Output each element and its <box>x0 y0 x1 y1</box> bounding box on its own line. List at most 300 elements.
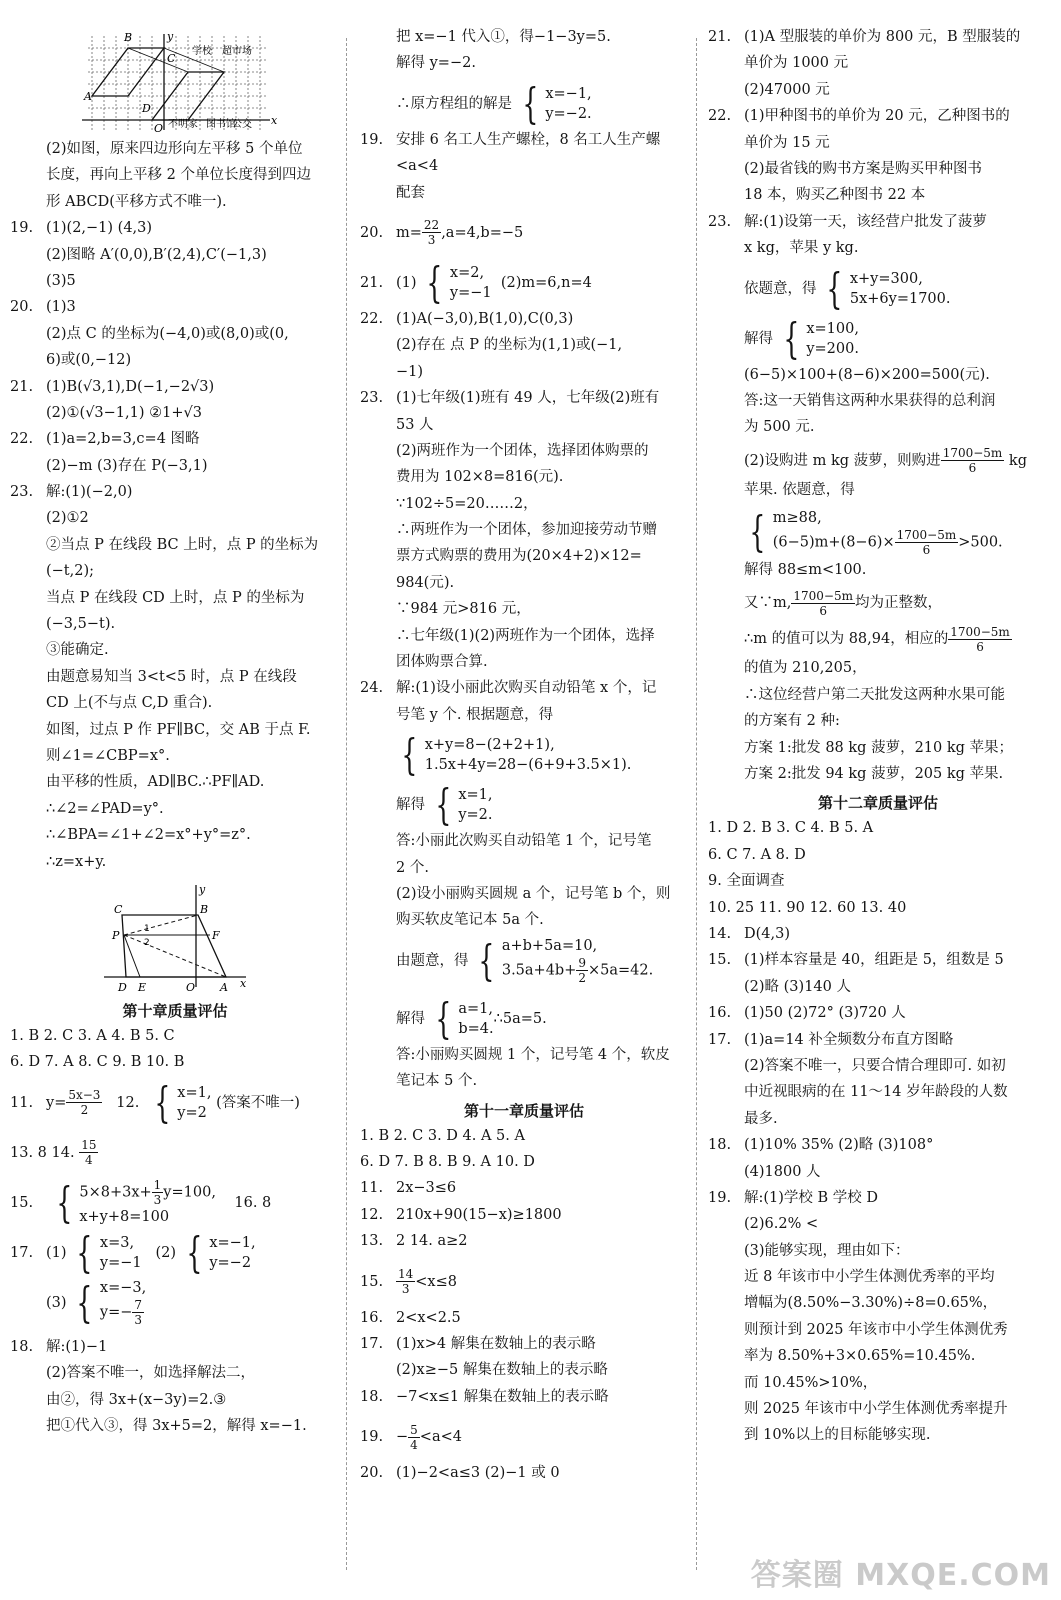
denominator: 6 <box>968 461 977 476</box>
question-14 <box>708 923 1048 949</box>
text-line: 而 10.45%>10%， <box>744 1374 878 1391</box>
fraction <box>948 625 1012 654</box>
fraction <box>152 1178 164 1207</box>
question-22 <box>10 428 340 454</box>
system-row: x+y+8=100 <box>79 1209 170 1226</box>
text-line: ∴∠BPA=∠1+∠2=x°+y°=z°. <box>46 827 251 844</box>
question-21 <box>708 26 1048 52</box>
text-line: 则 2025 年该市中小学生体测优秀率提升 <box>744 1401 1008 1418</box>
eq-part: 由题意，得 <box>396 952 469 969</box>
grid-figure <box>72 26 340 138</box>
question-number: 23. <box>360 390 384 407</box>
denominator: 2 <box>80 1103 89 1118</box>
text-line: 当点 P 在线段 CD 上时，点 P 的坐标为 <box>46 589 305 606</box>
fig1-label-b: B <box>124 31 133 44</box>
text-line: (2)设小丽购买圆规 a 个，记号笔 b 个，则 <box>396 885 671 902</box>
question-number: 17. <box>10 1244 34 1261</box>
brace-icon: { <box>76 1227 93 1277</box>
text-line: 到 10%以上的目标能够实现. <box>744 1427 931 1444</box>
text-line: (2)两班作为一个团体，选择团体购票的 <box>396 442 649 459</box>
answer-text: 2<x<2.5 <box>396 1309 461 1326</box>
system-row: b=4. <box>458 1020 494 1037</box>
system-row <box>502 956 653 985</box>
question-23 <box>360 387 688 413</box>
equation-system <box>821 263 951 313</box>
equation-system <box>71 1227 142 1277</box>
question-number: 20. <box>10 299 34 316</box>
eq-part: 均为正整数， <box>854 595 942 612</box>
question-number: 23. <box>10 484 34 501</box>
section-title: 第十章质量评估 <box>122 1001 228 1020</box>
text-line-system <box>708 505 1048 559</box>
eq-part: (2)设购进 m kg 菠萝，则购进 <box>744 452 941 469</box>
text-line: (2)①(√3−1,1) ②1+√3 <box>46 404 202 421</box>
question-21 <box>10 376 340 402</box>
text-line: (3)能够实现，理由如下： <box>744 1242 910 1259</box>
question-16 <box>708 1002 1048 1028</box>
part-label: (1) <box>46 1244 67 1261</box>
system-row: a=1, <box>458 1000 493 1017</box>
system-row: x=1, <box>458 787 493 804</box>
numerator: 7 <box>134 1298 143 1313</box>
fig2-label-p: P <box>112 928 120 942</box>
numerator: 22 <box>423 218 440 233</box>
text-line: (2)6.2% < <box>744 1216 819 1233</box>
brace-icon: { <box>401 730 418 780</box>
question-number: 15. <box>10 1194 34 1211</box>
answer-text: (1)a=2,b=3,c=4 图略 <box>46 431 200 448</box>
system-row: y=200. <box>806 340 859 357</box>
text-line-fraction <box>708 443 1048 479</box>
question-number: 18. <box>360 1388 384 1405</box>
text-line: 把①代入③，得 3x+5=2，解得 x=−1. <box>46 1417 307 1434</box>
text-line: 增幅为(8.50%−3.30%)÷8=0.65%， <box>744 1295 998 1312</box>
text-line: 长度，再向上平移 2 个单位长度得到四边 <box>46 167 311 184</box>
eq-part: ∴m 的值可以为 88,94，相应的 <box>744 631 949 648</box>
answer-text: 解:(1)−1 <box>46 1338 108 1355</box>
text-line-fraction <box>708 585 1048 621</box>
question-17 <box>360 1333 688 1359</box>
equation-system <box>430 993 494 1043</box>
text-line: 苹果. 依题意，得 <box>744 481 855 498</box>
text-line: 团体购票合算. <box>396 654 488 671</box>
text-line: 单价为 1000 元 <box>744 55 849 72</box>
column-3 <box>708 26 1048 1451</box>
fig1-label-a: A <box>84 90 92 103</box>
question-16 <box>360 1307 688 1333</box>
question-12 <box>360 1204 688 1230</box>
system-row: x=100, <box>806 320 859 337</box>
denominator: 3 <box>427 233 436 248</box>
question-15 <box>360 1257 688 1307</box>
eq-part: ∴5a=5. <box>493 1010 547 1027</box>
fig2-label-e: E <box>138 980 147 994</box>
question-9: 9. 全面调查 <box>708 873 785 890</box>
question-19 <box>360 129 688 155</box>
eq-part: 3.5a+4b+ <box>501 962 577 979</box>
question-number: 20. <box>360 224 384 241</box>
text-line: (2)点 C 的坐标为(−4,0)或(8,0)或(0, <box>46 325 289 342</box>
text-line: (4)1800 人 <box>744 1163 821 1180</box>
equation-system <box>778 313 859 363</box>
brace-icon: { <box>153 1077 170 1127</box>
brace-icon: { <box>426 257 443 307</box>
watermark: 答案圈 MXQE.COM <box>750 1558 1051 1593</box>
equation-system <box>149 1077 212 1127</box>
question-number: 13. <box>360 1233 384 1250</box>
answer-text: (1)样本容量是 40，组距是 5，组数是 5 <box>744 952 1004 969</box>
question-22 <box>360 308 688 334</box>
column-1 <box>10 26 340 1441</box>
numerator: 5 <box>410 1422 418 1437</box>
text-line-system <box>360 730 688 780</box>
fig1-label-o: O <box>154 122 164 135</box>
answer-text: (1)A 型服装的单价为 800 元，B 型服装的 <box>744 29 1021 45</box>
answer-text: (1)A(−3,0),B(1,0),C(0,3) <box>396 310 574 327</box>
section-title: 第十一章质量评估 <box>463 1101 584 1120</box>
question-number: 18. <box>708 1137 732 1154</box>
question-19 <box>360 1412 688 1462</box>
text-line: 购买软皮笔记本 5a 个. <box>396 912 544 929</box>
column-divider <box>696 38 697 1570</box>
fraction <box>941 446 1005 475</box>
text-line: 票方式购票的费用为(20×4+2)×12= <box>396 548 642 565</box>
mc-answers: 6. C 7. A 8. D <box>708 846 806 863</box>
question-11 <box>360 1177 688 1203</box>
system-row: y=−1 <box>449 284 492 301</box>
question-17-3 <box>10 1278 340 1336</box>
question-number: 16. <box>360 1309 384 1326</box>
text-line: (2)存在 点 P 的坐标为(1,1)或(−1, <box>396 337 623 354</box>
question-number: 22. <box>10 431 34 448</box>
text-line: CD 上(不与点 C,D 重合). <box>46 695 213 712</box>
eq-part: 解得 <box>744 330 773 347</box>
equation-system <box>71 1278 146 1327</box>
text-line: 2 个. <box>396 859 429 876</box>
text-line: (6−5)×100+(8−6)×200=500(元). <box>744 366 990 383</box>
brace-icon: { <box>76 1277 93 1327</box>
answer-text: 2x−3≤6 <box>396 1180 457 1197</box>
text-line-system <box>360 936 688 994</box>
fig2-label-y: y <box>199 882 206 896</box>
numerator: 1700−5m <box>942 446 1003 461</box>
text-line: 6)或(0,−12) <box>46 352 132 369</box>
fraction <box>396 1267 415 1296</box>
text-line: (2)−m (3)存在 P(−3,1) <box>46 457 208 474</box>
text-line: 率为 8.50%+3×0.65%=10.45%. <box>744 1348 976 1365</box>
question-number: 16. <box>708 1005 732 1022</box>
answer-text: 解:(1)(−2,0) <box>46 484 133 501</box>
question-19 <box>10 217 340 243</box>
system-row: y=2 <box>177 1104 207 1121</box>
text-line: (−3,5−t). <box>46 616 116 633</box>
system-row <box>773 528 1003 557</box>
text-line: 的值为 210,205， <box>744 660 867 677</box>
text-line: 费用为 102×8=816(元). <box>396 469 564 486</box>
fig2-label-b: B <box>200 902 209 916</box>
answer-text: (1)甲种图书的单价为 20 元，乙种图书的 <box>744 108 1010 125</box>
text-line: 由题意易知当 3<t<5 时，点 P 在线段 <box>46 668 297 685</box>
text-line: ∴两班作为一个团体，参加迎接劳动节赠 <box>396 522 657 539</box>
text-line: 则∠1=∠CBP=x°. <box>46 747 170 764</box>
system-row: a+b+5a=10, <box>501 938 598 955</box>
section-title: 第十二章质量评估 <box>817 794 938 813</box>
numerator: 1 <box>153 1178 162 1193</box>
fig1-label-d: D <box>142 102 151 115</box>
geometry-figure <box>100 877 340 997</box>
answer-text: D(4,3) <box>744 925 790 942</box>
text-line: (2)略 (3)140 人 <box>744 978 851 995</box>
answer-text: 13. 8 14. <box>10 1144 75 1161</box>
question-18 <box>708 1134 1048 1160</box>
answer-text: 安排 6 名工人生产螺栓，8 名工人生产螺 <box>396 131 661 148</box>
answer-text: 2 14. a≥2 <box>396 1233 468 1250</box>
question-number: 17. <box>708 1031 732 1048</box>
denominator: 3 <box>153 1193 162 1208</box>
equation-system <box>396 730 632 780</box>
brace-icon: { <box>478 935 495 985</box>
question-number: 21. <box>708 29 732 45</box>
question-10-13: 10. 25 11. 90 12. 60 13. 40 <box>708 899 907 916</box>
question-number: 22. <box>708 108 732 125</box>
eq-part: 解得 <box>396 1010 425 1027</box>
denominator: 3 <box>401 1282 410 1296</box>
eq-text: y= <box>46 1094 67 1111</box>
question-number: 15. <box>708 952 732 969</box>
text-line: (2)x≥−5 解集在数轴上的表示略 <box>396 1362 608 1379</box>
note-text: (答案不唯一) <box>216 1094 300 1111</box>
eq-part: − <box>396 1429 409 1446</box>
text-line: 中近视眼病的在 11～14 岁年龄段的人数 <box>744 1084 1008 1101</box>
system-row: y=−1 <box>99 1254 142 1271</box>
text-line: ∵102÷5=20……2， <box>396 495 538 512</box>
question-number: 12. <box>360 1206 384 1223</box>
question-number: 17. <box>360 1335 384 1352</box>
equation-system <box>473 936 653 985</box>
text-line: 号笔 y 个. 根据题意，得 <box>396 706 554 723</box>
denominator: 6 <box>976 639 984 654</box>
text-line: 答:这一天销售这两种水果获得的总利润 <box>744 392 996 409</box>
answer-text: (1)50 (2)72° (3)720 人 <box>744 1005 906 1022</box>
eq-part: y=100, <box>163 1184 216 1201</box>
answer-text: (1)七年级(1)班有 49 人，七年级(2)班有 <box>396 390 660 407</box>
denominator: 6 <box>819 603 827 618</box>
question-number: 19. <box>360 1429 384 1446</box>
numerator: 14 <box>398 1267 414 1281</box>
fraction <box>66 1088 102 1117</box>
answer-text: (1)10% 35% (2)略 (3)108° <box>744 1137 934 1154</box>
text-line-system <box>360 994 688 1044</box>
mc-answers: 6. D 7. B 8. B 9. A 10. D <box>360 1153 535 1170</box>
answer-text: −7<x≤1 解集在数轴上的表示略 <box>396 1388 609 1405</box>
answer-text: (1)a=14 补全频数分布直方图略 <box>744 1031 954 1048</box>
text-line: 单价为 15 元 <box>744 134 830 151</box>
denominator: 4 <box>410 1437 418 1452</box>
question-20 <box>360 1462 688 1488</box>
fraction <box>895 528 959 557</box>
brace-icon: { <box>434 993 451 1043</box>
system-row: m≥88, <box>772 509 822 526</box>
answer-text: 解:(1)设第一天，该经营户批发了菠萝 <box>744 213 987 230</box>
mc-answers: 6. D 7. A 8. C 9. B 10. B <box>10 1054 185 1071</box>
fig2-angle-1: 1 <box>144 923 150 934</box>
question-18 <box>10 1336 340 1362</box>
question-21 <box>360 258 688 308</box>
system-row: 1.5x+4y=28−(6+9+3.5×1). <box>424 757 632 774</box>
numerator: 15 <box>81 1138 97 1153</box>
brace-icon: { <box>521 78 538 128</box>
fraction <box>132 1298 144 1327</box>
brace-icon: { <box>826 263 843 313</box>
text-line: ∴z=x+y. <box>46 853 107 870</box>
text-line: 由平移的性质，AD∥BC.∴PF∥AD. <box>46 774 265 791</box>
text-line: ∵984 元>816 元， <box>396 601 531 618</box>
eq-part: y=− <box>99 1304 133 1321</box>
question-23 <box>10 481 340 507</box>
equation-system <box>51 1178 216 1227</box>
system-row: x=−1, <box>545 85 592 102</box>
equation-system <box>181 1227 256 1277</box>
part-label: (3) <box>46 1294 67 1311</box>
fraction <box>422 218 441 247</box>
system-row <box>79 1178 216 1207</box>
text-line: ②当点 P 在线段 BC 上时，点 P 的坐标为 <box>46 536 319 553</box>
system-row: y=−2. <box>545 105 592 122</box>
text-line: (2)如图，原来四边形向左平移 5 个单位 <box>46 141 303 157</box>
fig2-label-d: D <box>118 980 127 994</box>
text-line: (2)答案不唯一，如选择解法二， <box>46 1365 256 1382</box>
equation-system <box>517 78 592 128</box>
text-line: (3)5 <box>46 272 76 289</box>
question-number: 19. <box>360 131 384 148</box>
numerator: 1700−5m <box>793 588 853 603</box>
brace-icon: { <box>185 1227 202 1277</box>
text-line: 最多. <box>744 1110 778 1127</box>
question-number: 15. <box>360 1273 384 1290</box>
question-24 <box>360 677 688 703</box>
text-line: 答:小丽购买圆规 1 个，记号笔 4 个，软皮 <box>396 1046 670 1063</box>
question-number: 11. <box>10 1094 34 1111</box>
equation-system <box>421 257 492 307</box>
question-22 <box>708 105 1048 131</box>
mc-answers: 1. B 2. C 3. D 4. A 5. A <box>360 1127 525 1144</box>
text-line: 方案 2:批发 94 kg 菠萝，205 kg 苹果. <box>744 766 1004 783</box>
column-divider <box>346 38 347 1570</box>
eq-part: ,a=4,b=−5 <box>441 224 524 241</box>
text-line-system <box>708 314 1048 364</box>
answer-text: 解:(1)设小丽此次购买自动铅笔 x 个，记 <box>396 680 657 697</box>
system-row: 5x+6y=1700. <box>849 290 951 307</box>
system-row: x+y=8−(2+2+1), <box>424 737 555 754</box>
answer-text: (2)m=6,n=4 <box>500 274 592 291</box>
answer-text: 解:(1)学校 B 学校 D <box>744 1189 879 1206</box>
numerator: 9 <box>578 956 586 971</box>
question-23 <box>708 211 1048 237</box>
text-line: 53 人 <box>396 416 434 433</box>
eq-part: kg <box>1008 452 1027 469</box>
text-line: 由②，得 3x+(x−3y)=2.③ <box>46 1391 227 1408</box>
fraction <box>576 956 588 985</box>
numerator: 1700−5m <box>896 527 957 542</box>
equation-system <box>744 508 1003 557</box>
numerator: 5x−3 <box>68 1088 101 1103</box>
eq-part: >500. <box>958 534 1003 551</box>
system-row: x=3, <box>99 1234 135 1251</box>
question-number: 20. <box>360 1465 384 1482</box>
text-line: 如图，过点 P 作 PF∥BC，交 AB 于点 F. <box>46 721 311 738</box>
question-17 <box>10 1228 340 1278</box>
eq-part: 解得 <box>396 797 425 814</box>
brace-icon: { <box>434 780 451 830</box>
text-line: 则预计到 2025 年该市中小学生体测优秀 <box>744 1321 1008 1338</box>
text-line: (2)图略 A′(0,0),B′(2,4),C′(−1,3) <box>46 246 267 263</box>
text-line: <a<4 <box>396 158 439 175</box>
trapezoid-angle-figure <box>100 877 250 997</box>
text-line: 方案 1:批发 88 kg 菠萝，210 kg 苹果； <box>744 739 1014 756</box>
eq-part: ×5a=42. <box>588 962 654 979</box>
text-line-system <box>360 780 688 830</box>
answer-text: <x≤8 <box>415 1273 457 1290</box>
denominator: 2 <box>578 971 586 986</box>
system-row: x=2, <box>449 264 485 281</box>
answer-text: (1)−2<a≤3 (2)−1 或 0 <box>396 1465 560 1482</box>
fig2-label-a: A <box>220 980 228 994</box>
fig1-label-x: x <box>271 114 278 127</box>
text-line-system <box>360 79 688 129</box>
text-line: 解得 y=−2. <box>396 55 476 72</box>
answer-text: 16. 8 <box>234 1194 272 1211</box>
question-number: 11. <box>360 1180 384 1197</box>
brace-icon: { <box>55 1177 72 1227</box>
eq-part: m= <box>396 224 422 241</box>
system-row: y=−2 <box>209 1254 252 1271</box>
question-number: 14. <box>708 925 732 942</box>
question-number: 23. <box>708 213 732 230</box>
eq-part: 又∵m, <box>744 595 792 612</box>
question-19 <box>708 1187 1048 1213</box>
text-line: 答:小丽此次购买自动铅笔 1 个，记号笔 <box>396 833 652 850</box>
text-line: 的方案有 2 种: <box>744 713 840 730</box>
fig2-angle-2: 2 <box>144 937 150 948</box>
eq-part: (6−5)m+(8−6)× <box>772 534 895 551</box>
part-label: (1) <box>396 274 417 291</box>
text-line: (2)答案不唯一，只要合情合理即可. 如初 <box>744 1057 1006 1074</box>
fig2-label-o: O <box>186 980 196 994</box>
answer-text: (1)B(√3,1),D(−1,−2√3) <box>46 378 215 395</box>
text-line: (−t,2); <box>46 563 95 580</box>
question-number: 24. <box>360 680 384 697</box>
answer-text: 210x+90(15−x)≥1800 <box>396 1206 562 1223</box>
system-row <box>100 1298 146 1327</box>
answer-text: (1)(2,−1) (4,3) <box>46 220 153 237</box>
text-line: −1) <box>396 363 424 380</box>
mc-answers: 1. B 2. C 3. A 4. B 5. C <box>10 1027 175 1044</box>
question-11-12 <box>10 1078 340 1128</box>
fig1-label-supermarket: 超市场 <box>222 46 252 57</box>
fraction <box>791 589 855 618</box>
system-row: x=−3, <box>99 1280 147 1297</box>
question-number: 21. <box>360 274 384 291</box>
text-line: ∴七年级(1)(2)两班作为一个团体，选择 <box>396 627 655 644</box>
text-line: 把 x=−1 代入①，得−1−3y=5. <box>396 29 611 45</box>
answer-text: (1)x>4 解集在数轴上的表示略 <box>396 1335 596 1352</box>
text-line: 18 本，购买乙种图书 22 本 <box>744 187 926 204</box>
denominator: 3 <box>134 1313 143 1328</box>
system-row: x=−1, <box>209 1234 256 1251</box>
system-row: y=2. <box>458 807 493 824</box>
text-line: (2)最省钱的购书方案是购买甲种图书 <box>744 160 983 177</box>
column-2 <box>360 26 688 1488</box>
